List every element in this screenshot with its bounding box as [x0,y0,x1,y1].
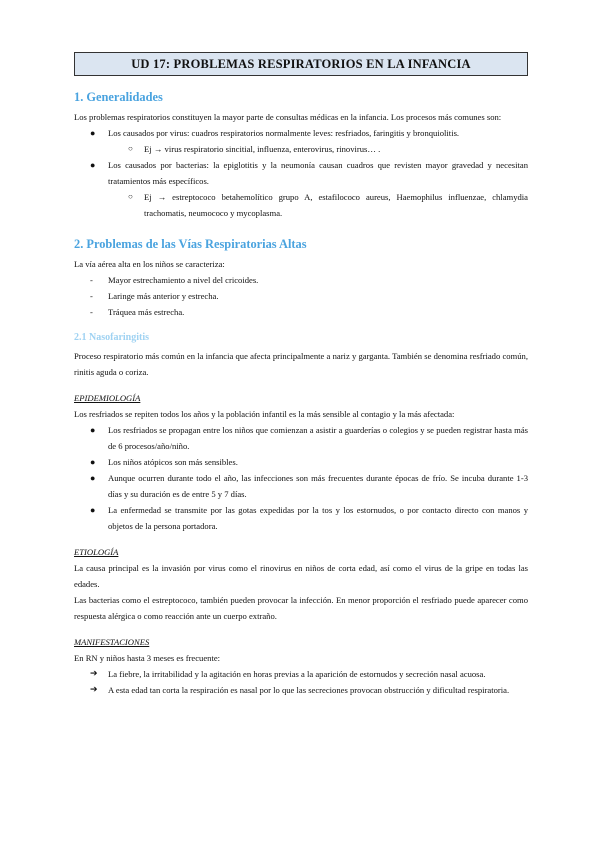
circle-bullet-icon: ○ [128,144,133,153]
list-item [74,125,528,141]
subheading-manifestaciones: MANIFESTACIONES [74,637,150,647]
paragraph: Los problemas respiratorios constituyen la mayor parte de consultas médicas en la infancia. Los procesos más comunes son: [74,112,502,122]
paragraph: Proceso respiratorio más común en la infancia que afecta principalmente a nariz y garganta. También se denomina resfriado común, rinitis aguda o coriza. [74,351,528,377]
paragraph: Las bacterias como el estreptococo, también pueden provocar la infección. En menor proporción el resfriado puede aparecer como respuesta alérgica o como reacción ante un cuerpo extraño. [74,595,528,621]
paragraph: La causa principal es la invasión por virus como el rinovirus en niños de corta edad, así como el virus de la gripe en todas las edades. [74,563,528,589]
list-item-text: Los resfriados se propagan entre los niños que comienzan a asistir a guarderías o colegios y se pueden registrar hasta más de 6 procesos/año/niño. [108,425,528,451]
list-item [74,288,528,304]
list-item-text: Los niños atópicos son más sensibles. [108,457,238,467]
list-item [74,682,528,698]
list-item [74,422,528,454]
paragraph: La vía aérea alta en los niños se caracteriza: [74,259,225,269]
subheading-etiologia: ETIOLOGÍA [74,547,119,557]
list-item [74,189,528,221]
heading-vias-altas: 2. Problemas de las Vías Respiratorias Altas [74,237,307,251]
list-item-text: A esta edad tan corta la respiración es nasal por lo que las secreciones provocan obstrucción y dificultad respiratoria. [108,685,510,695]
arrow-icon: ➔ [90,685,98,695]
bullet-icon: ● [90,473,96,483]
dash-marker: - [90,307,93,317]
list-item-text: La enfermedad se transmite por las gotas expedidas por la tos y los estornudos, o por contacto directo con manos y objetos de la persona portadora. [108,505,528,531]
list-item-text: La fiebre, la irritabilidad y la agitación en horas previas a la aparición de estornudos y secreción nasal acuosa. [108,669,486,679]
dash-marker: - [90,275,93,285]
list-item [74,454,528,470]
list-item-text: Los causados por virus: cuadros respiratorios normalmente leves: resfriados, faringitis y bronquiolitis. [108,128,460,138]
document-title: UD 17: PROBLEMAS RESPIRATORIOS EN LA INFANCIA [74,52,528,76]
paragraph: En RN y niños hasta 3 meses es frecuente: [74,653,221,663]
list-item-text: Ej → estreptococo betahemolítico grupo A, estafilococo aureus, Haemophilus influenzae, chlamydia trachomatis, neumococo y mycoplasma. [144,192,528,218]
list-item [74,502,528,534]
list-item-text: Laringe más anterior y estrecha. [108,291,219,301]
list-item [74,304,528,320]
bullet-icon: ● [90,457,96,467]
list-item [74,470,528,502]
bullet-icon: ● [90,425,96,435]
list-item-text: Aunque ocurren durante todo el año, las infecciones son más frecuentes durante épocas de frío. Se incuba durante 1-3 días y su duración es de entre 5 y 7 días. [108,473,528,499]
heading-nasofaringitis: 2.1 Nasofaringitis [74,332,149,343]
paragraph: Los resfriados se repiten todos los años y la población infantil es la más sensible al contagio y la más afectada: [74,409,455,419]
circle-bullet-icon: ○ [128,192,133,201]
dash-marker: - [90,291,93,301]
list-item-text: Los causados por bacterias: la epiglotitis y la neumonía causan cuadros que revisten mayor gravedad y necesitan tratamientos más específicos. [108,160,528,186]
list-item [74,666,528,682]
list-item [74,272,528,288]
arrow-icon: ➔ [90,669,98,679]
subheading-epidemiologia: EPIDEMIOLOGÍA [74,393,141,403]
document-body [74,88,528,698]
bullet-icon: ● [90,160,96,170]
heading-generalidades: 1. Generalidades [74,90,163,104]
list-item-text: Mayor estrechamiento a nivel del cricoides. [108,275,259,285]
list-item [74,157,528,189]
list-item-text: Ej → virus respiratorio sincitial, influenza, enterovirus, rinovirus… . [144,144,381,154]
list-item-text: Tráquea más estrecha. [108,307,185,317]
list-item [74,141,528,157]
bullet-icon: ● [90,505,96,515]
bullet-icon: ● [90,128,96,138]
